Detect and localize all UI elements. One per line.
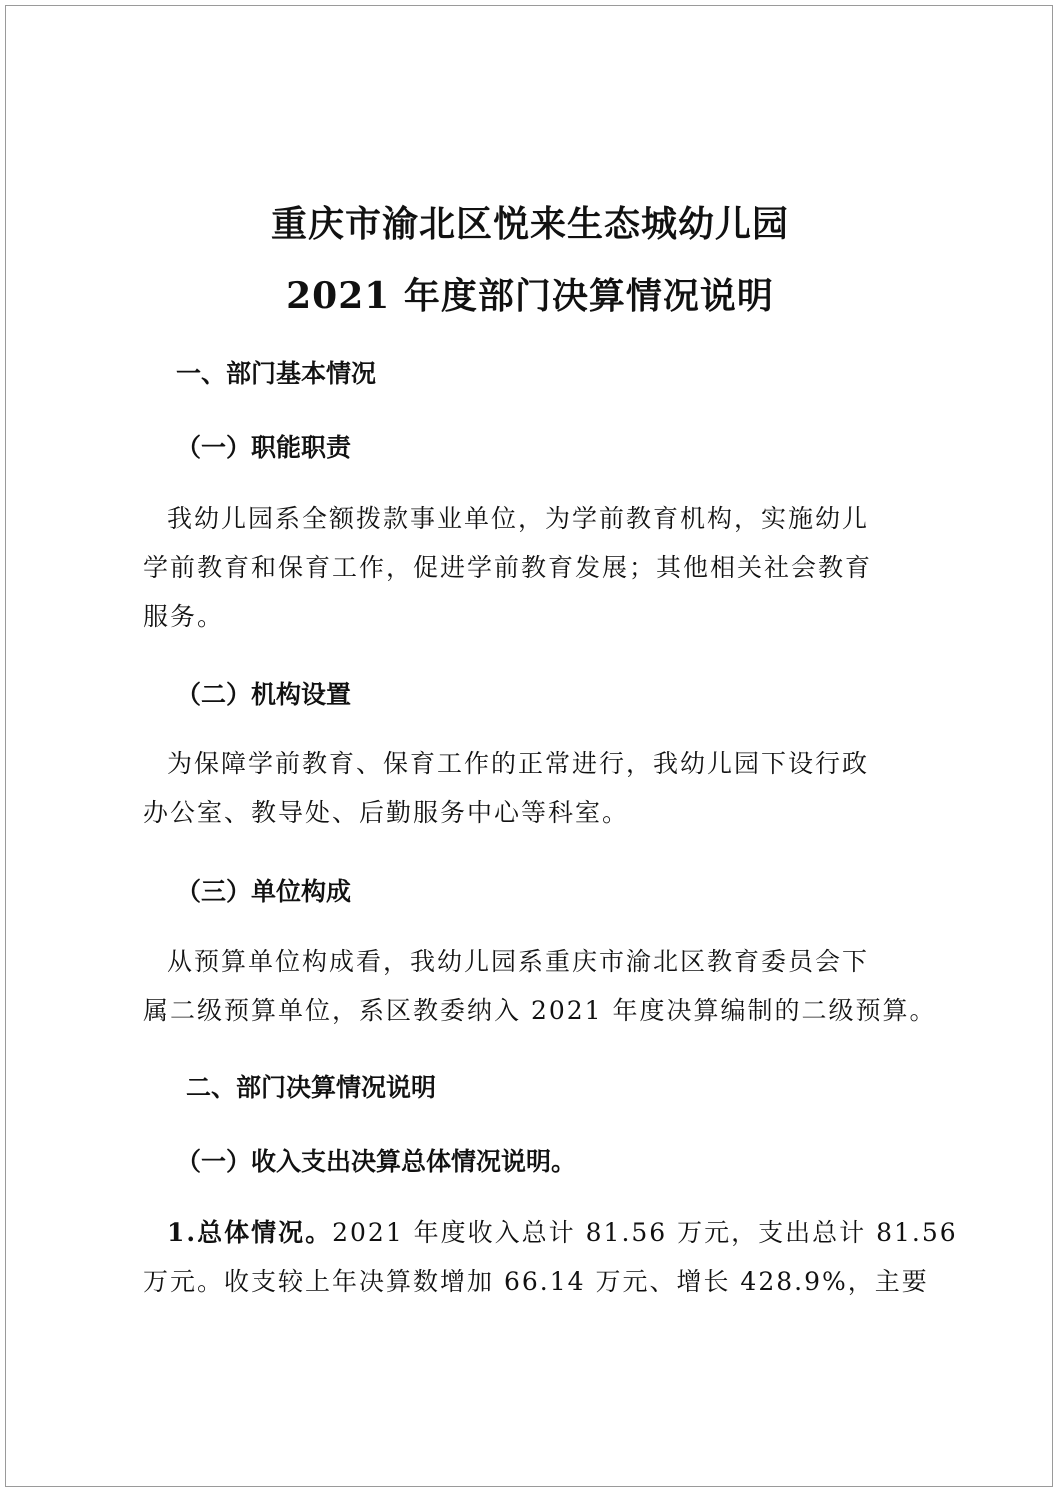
overall-situation-paragraph — [143, 1208, 958, 1306]
section-2-heading: 二、部门决算情况说明 — [186, 1073, 437, 1102]
subsection-1-heading: （一）职能职责 — [176, 433, 352, 462]
section-1-heading: 一、部门基本情况 — [176, 359, 377, 388]
overall-situation-lead: 1.总体情况。 — [167, 1218, 333, 1247]
section-2-subsection-1-heading: （一）收入支出决算总体情况说明。 — [176, 1147, 577, 1176]
paragraph-line: 学前教育和保育工作，促进学前教育发展；其他相关社会教育 — [143, 553, 873, 582]
paragraph-line: 从预算单位构成看，我幼儿园系重庆市渝北区教育委员会下 — [167, 947, 870, 976]
paragraph-line: 办公室、教导处、后勤服务中心等科室。 — [143, 798, 630, 827]
paragraph-line — [143, 1208, 958, 1257]
subsection-2-paragraph — [143, 739, 923, 837]
document-title-line-2: 2021 年度部门决算情况说明 — [286, 275, 774, 317]
subsection-3-heading: （三）单位构成 — [176, 877, 352, 906]
subsection-2-heading: （二）机构设置 — [176, 680, 352, 709]
paragraph-line: 为保障学前教育、保育工作的正常进行，我幼儿园下设行政 — [167, 749, 870, 778]
subsection-3-paragraph — [143, 937, 937, 1035]
document-title-line-1: 重庆市渝北区悦来生态城幼儿园 — [270, 203, 789, 245]
paragraph-line: 服务。 — [143, 602, 225, 631]
paragraph-line: 属二级预算单位，系区教委纳入 2021 年度决算编制的二级预算。 — [143, 996, 937, 1025]
paragraph-line: 万元。收支较上年决算数增加 66.14 万元、增长 428.9%，主要 — [143, 1267, 929, 1296]
paragraph-line: 我幼儿园系全额拨款事业单位，为学前教育机构，实施幼儿 — [167, 504, 870, 533]
paragraph-text: 2021 年度收入总计 81.56 万元，支出总计 81.56 — [332, 1218, 958, 1247]
subsection-1-paragraph — [143, 494, 923, 641]
